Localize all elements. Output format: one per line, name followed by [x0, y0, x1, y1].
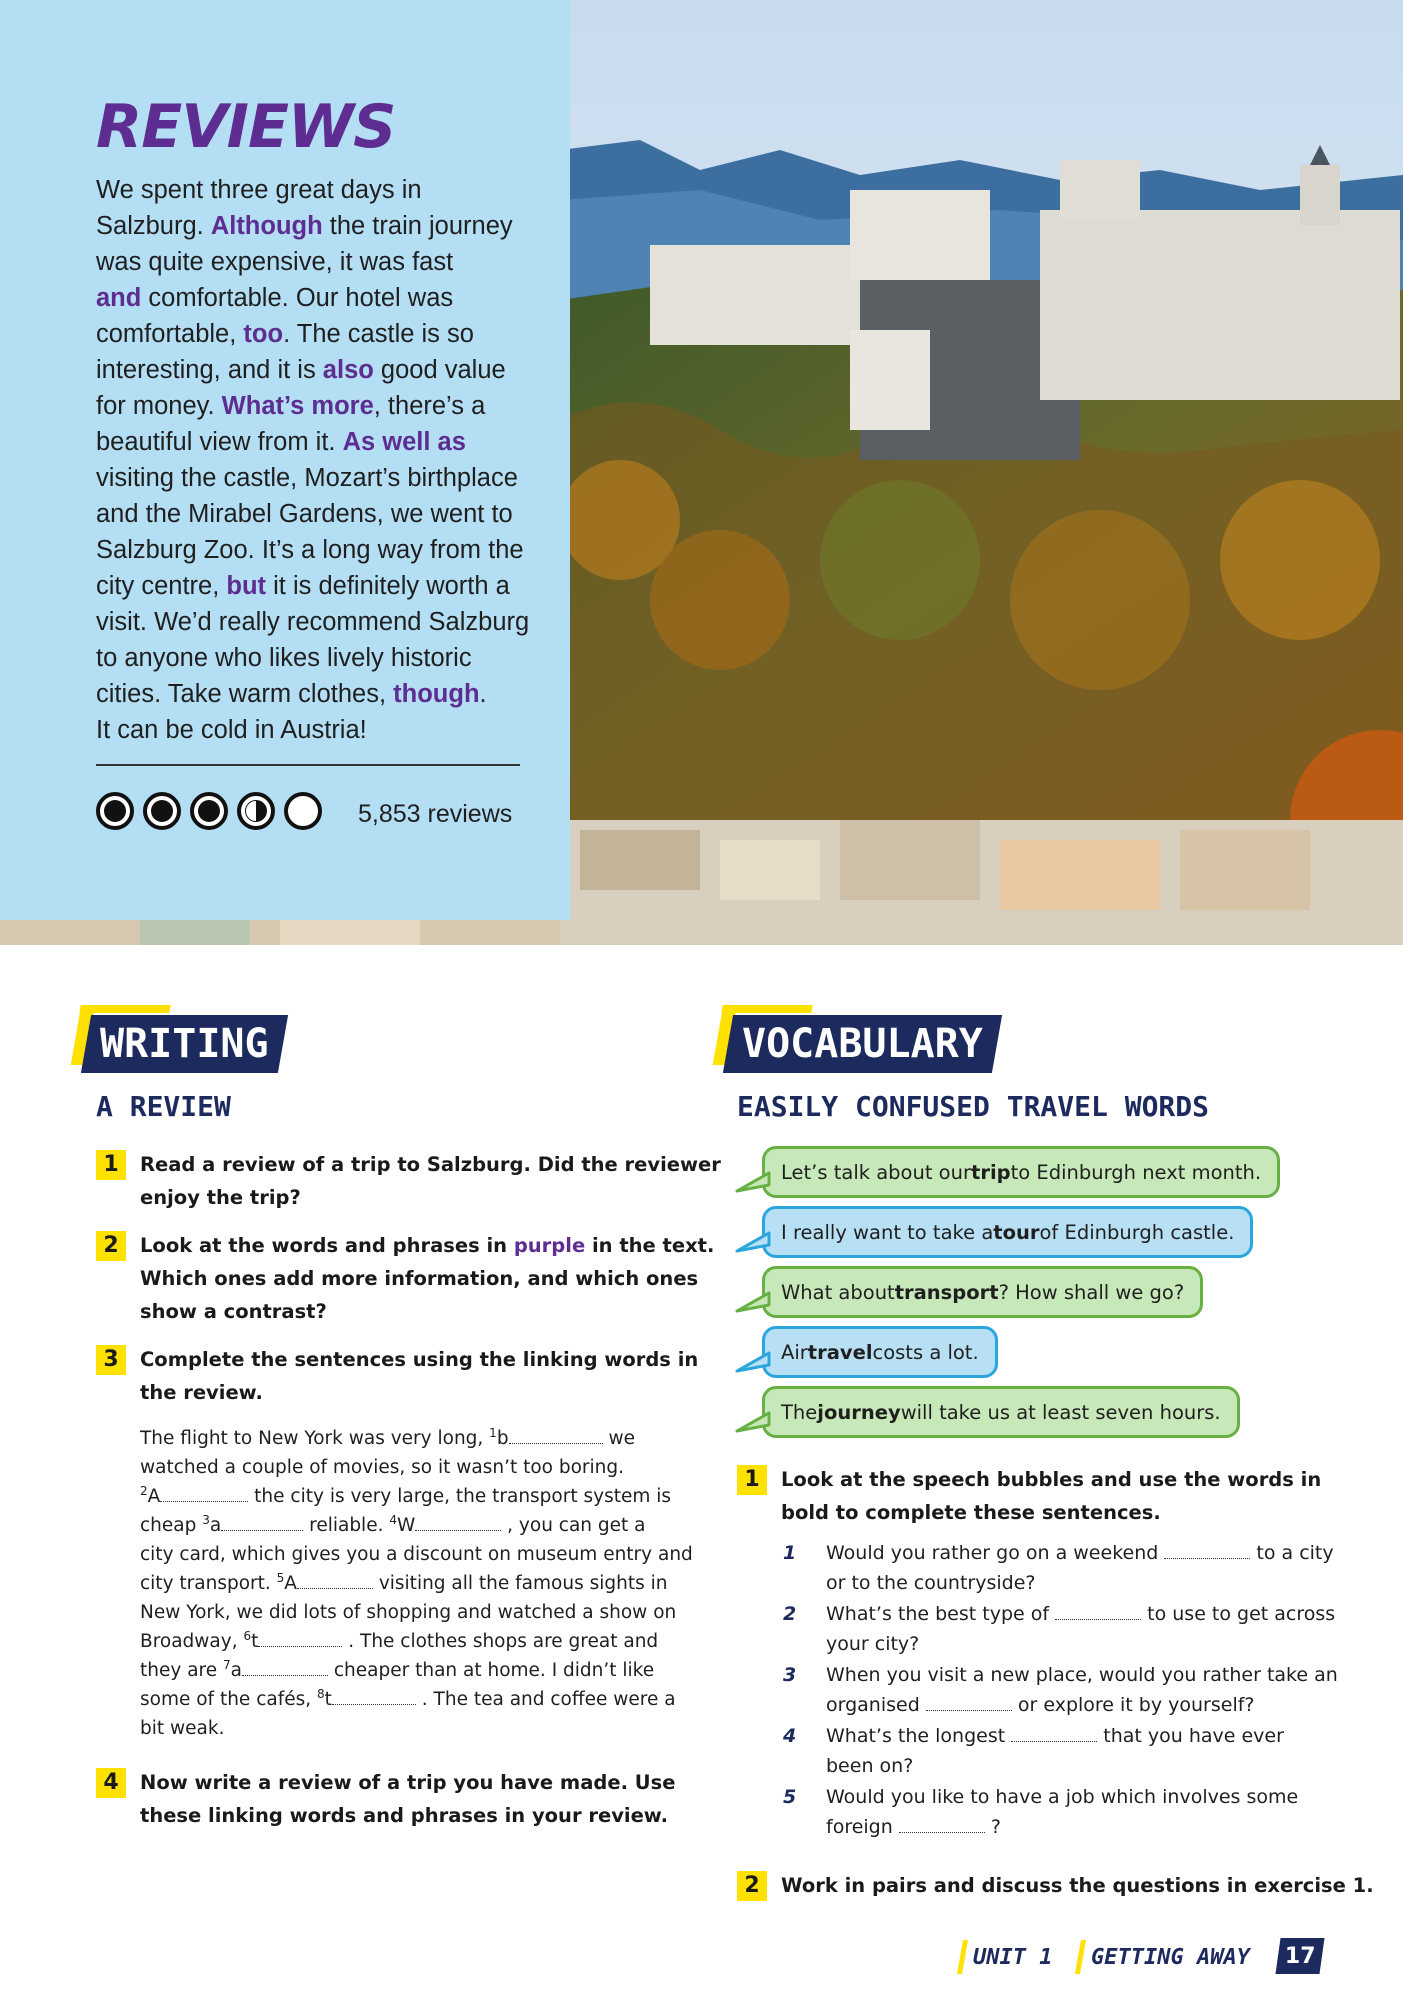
- task-text: Read a review of a trip to Salzburg. Did the reviewer enjoy the trip?: [140, 1153, 721, 1209]
- bold-word: transport: [894, 1280, 999, 1304]
- review-panel: [0, 0, 570, 920]
- rating-circle: [284, 792, 322, 830]
- task-number: 1: [96, 1150, 126, 1180]
- review-line: cities. Take warm clothes, though.: [96, 680, 487, 708]
- gap-blank[interactable]: [160, 1484, 248, 1502]
- question-number: 5: [783, 1786, 797, 1808]
- task-text: Look at the words and phrases in purple in the text. Which ones add more information, and which ones show a contrast?: [140, 1234, 715, 1323]
- writing-subheading: A REVIEW: [96, 1090, 231, 1123]
- review-line: was quite expensive, it was fast: [96, 248, 454, 276]
- footer-topic: GETTING AWAY: [1078, 1940, 1250, 1974]
- review-line: beautiful view from it. As well as: [96, 428, 466, 456]
- accent-bar: [957, 1940, 968, 1974]
- question-item: 5 Would you like to have a job which involves some foreign ?: [780, 1782, 1340, 1842]
- linking-word: too: [243, 320, 284, 348]
- top-section: [0, 0, 1403, 945]
- vocabulary-heading-tab: [718, 1013, 997, 1075]
- review-line: to anyone who likes lively historic: [96, 644, 472, 672]
- review-line: Salzburg Zoo. It’s a long way from the: [96, 536, 524, 564]
- question-number: 4: [783, 1725, 797, 1747]
- gap-blank[interactable]: [1011, 1724, 1097, 1742]
- question-list: [780, 1538, 1340, 1843]
- review-line: interesting, and it is also good value: [96, 356, 506, 384]
- rating-circle: [96, 792, 134, 830]
- speech-bubble-journey: The journey will take us at least seven hours.: [762, 1386, 1240, 1438]
- bubble-tail: [735, 1291, 771, 1313]
- task-number: 1: [737, 1465, 767, 1495]
- accent-bar-top: [721, 1005, 812, 1013]
- task-number: 2: [737, 1871, 767, 1901]
- accent-bar-top: [79, 1005, 170, 1013]
- gap-blank[interactable]: [926, 1693, 1012, 1711]
- gap-blank[interactable]: [221, 1513, 303, 1531]
- linking-word: also: [322, 356, 374, 384]
- review-line: Salzburg. Although the train journey: [96, 212, 513, 240]
- review-line: We spent three great days in: [96, 176, 422, 204]
- question-number: 3: [783, 1664, 797, 1686]
- question-item: 1 Would you rather go on a weekend to a city or to the countryside?: [780, 1538, 1340, 1598]
- question-item: 3 When you visit a new place, would you rather take an organised or explore it by yourself?: [780, 1660, 1340, 1720]
- review-line: city centre, but it is definitely worth a: [96, 572, 510, 600]
- bubble-tail: [735, 1231, 771, 1253]
- vocabulary-heading: VOCABULARY: [723, 1015, 1002, 1073]
- speech-bubble-tour: I really want to take a tour of Edinburgh castle.: [762, 1206, 1253, 1258]
- review-line: and comfortable. Our hotel was: [96, 284, 454, 312]
- bold-word: travel: [807, 1340, 873, 1364]
- review-line: visit. We’d really recommend Salzburg: [96, 608, 530, 636]
- bold-word: journey: [817, 1400, 901, 1424]
- review-line: It can be cold in Austria!: [96, 716, 367, 744]
- task-text: Now write a review of a trip you have made. Use these linking words and phrases in your review.: [140, 1771, 676, 1827]
- linking-word: though: [393, 680, 480, 708]
- page-number: 17: [1275, 1938, 1324, 1974]
- rating: [96, 792, 322, 830]
- gap-fill-paragraph: The flight to New York was very long, $^1$b we watched a couple of movies, so it wasn’t too boring. $^2$A the city is very large, the transport system is cheap $^3$a reliable. $^4$W , you can get a city card, which gives you a discount on museum entry and city transport. $^5$A visiting all the famous sights in New York, we did lots of shopping and watched a show on Broadway, $^6$t . The clothes shops are great and they are $^7$a cheaper than at home. I didn’t like some of the cafés, $^8$t . The tea and coffee were a bit weak.: [140, 1425, 693, 1739]
- review-line: visiting the castle, Mozart’s birthplace: [96, 464, 518, 492]
- gap-blank[interactable]: [509, 1426, 603, 1444]
- review-line: for money. What’s more, there’s a: [96, 392, 486, 420]
- gap-blank[interactable]: [242, 1658, 328, 1676]
- speech-bubble-travel: Air travel costs a lot.: [762, 1326, 998, 1378]
- bold-word: tour: [993, 1220, 1040, 1244]
- divider: [96, 764, 520, 766]
- review-text: [96, 172, 532, 748]
- task-number: 4: [96, 1768, 126, 1798]
- gap-blank[interactable]: [1055, 1602, 1141, 1620]
- review-line: and the Mirabel Gardens, we went to: [96, 500, 513, 528]
- task-text: Look at the speech bubbles and use the words in bold to complete these sentences.: [781, 1468, 1322, 1524]
- linking-word: Although: [210, 212, 323, 240]
- question-number: 2: [783, 1603, 797, 1625]
- footer-unit: UNIT 1: [960, 1940, 1052, 1974]
- question-item: 2 What’s the best type of to use to get across your city?: [780, 1599, 1340, 1659]
- gap-blank[interactable]: [899, 1815, 985, 1833]
- task-text: Complete the sentences using the linking words in the review.: [140, 1348, 699, 1404]
- vocabulary-subheading: EASILY CONFUSED TRAVEL WORDS: [737, 1090, 1210, 1123]
- rating-circle: [190, 792, 228, 830]
- writing-heading-tab: [76, 1013, 283, 1075]
- linking-word: What’s more: [221, 392, 374, 420]
- linking-word: As well as: [342, 428, 466, 456]
- gap-blank[interactable]: [297, 1571, 373, 1589]
- rating-circle: [237, 792, 275, 830]
- linking-word: but: [226, 572, 267, 600]
- reviews-title: REVIEWS: [96, 92, 396, 162]
- writing-heading: WRITING: [81, 1015, 288, 1073]
- accent-bar: [1075, 1940, 1086, 1974]
- gap-blank[interactable]: [1164, 1541, 1250, 1559]
- question-item: 4 What’s the longest that you have ever been on?: [780, 1721, 1340, 1781]
- gap-blank[interactable]: [332, 1687, 416, 1705]
- task-text: Work in pairs and discuss the questions in exercise 1.: [781, 1874, 1374, 1897]
- bubble-tail: [735, 1171, 771, 1193]
- task-number: 3: [96, 1345, 126, 1375]
- review-line: comfortable, too. The castle is so: [96, 320, 474, 348]
- task-number: 2: [96, 1231, 126, 1261]
- bubble-tail: [735, 1351, 771, 1373]
- question-number: 1: [783, 1542, 797, 1564]
- rating-circle: [143, 792, 181, 830]
- purple-word: purple: [513, 1234, 586, 1257]
- review-count: 5,853 reviews: [358, 800, 513, 828]
- bubble-tail: [735, 1411, 771, 1433]
- bold-word: trip: [971, 1160, 1011, 1184]
- gap-blank[interactable]: [415, 1513, 501, 1531]
- speech-bubble-trip: Let’s talk about our trip to Edinburgh next month.: [762, 1146, 1280, 1198]
- speech-bubble-transport: What about transport ? How shall we go?: [762, 1266, 1203, 1318]
- gap-blank[interactable]: [258, 1629, 342, 1647]
- linking-word: and: [96, 284, 142, 312]
